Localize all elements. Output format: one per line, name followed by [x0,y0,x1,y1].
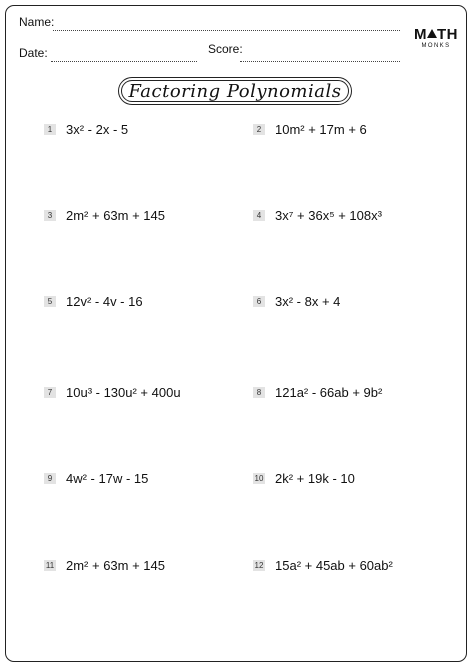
problem-7 [44,385,181,400]
problem-expression: 3x² - 2x - 5 [66,122,129,137]
problem-number: 2 [253,124,265,135]
worksheet-title-box [118,77,352,105]
problem-number: 5 [44,296,56,307]
problem-expression: 2m² + 63m + 145 [66,558,165,573]
worksheet-title: Factoring Polynomials [128,80,342,102]
problem-9 [44,471,148,486]
problem-3 [44,208,165,223]
score-label: Score: [208,42,243,56]
date-label: Date: [19,46,48,60]
date-field[interactable] [51,61,197,62]
name-field[interactable] [53,30,400,31]
problem-number: 6 [253,296,265,307]
problem-expression: 3x² - 8x + 4 [275,294,341,309]
problem-number: 4 [253,210,265,221]
problem-1 [44,122,128,137]
problem-expression: 2k² + 19k - 10 [275,471,355,486]
logo-letters-th: TH [437,26,458,43]
problem-number: 9 [44,473,56,484]
problem-number: 11 [45,561,55,570]
logo-subtitle: MONKS [421,43,451,49]
problem-6 [253,294,340,309]
problem-expression: 4w² - 17w - 15 [66,471,149,486]
score-field[interactable] [240,61,400,62]
problem-number: 1 [44,124,56,135]
problem-5 [44,294,143,309]
triangle-icon [427,29,437,38]
problem-number: 3 [44,210,56,221]
problem-2 [253,122,367,137]
problem-number: 8 [253,387,265,398]
problem-number: 12 [254,561,264,570]
problem-expression: 15a² + 45ab + 60ab² [275,558,393,573]
problem-number: 7 [44,387,56,398]
problem-expression: 10u³ - 130u² + 400u [66,385,181,400]
problem-expression: 3x⁷ + 36x⁵ + 108x³ [275,208,382,223]
problem-11 [44,558,165,573]
problem-8 [253,385,382,400]
problem-expression: 12v² - 4v - 16 [66,294,143,309]
problem-number: 10 [254,474,264,483]
math-monks-logo [414,27,458,50]
name-label: Name: [19,15,55,29]
problem-expression: 121a² - 66ab + 9b² [275,385,383,400]
problem-expression: 2m² + 63m + 145 [66,208,165,223]
logo-letter-m: M [414,26,427,43]
problem-4 [253,208,382,223]
problem-12 [253,558,393,573]
problem-expression: 10m² + 17m + 6 [275,122,367,137]
problem-10 [253,471,355,486]
